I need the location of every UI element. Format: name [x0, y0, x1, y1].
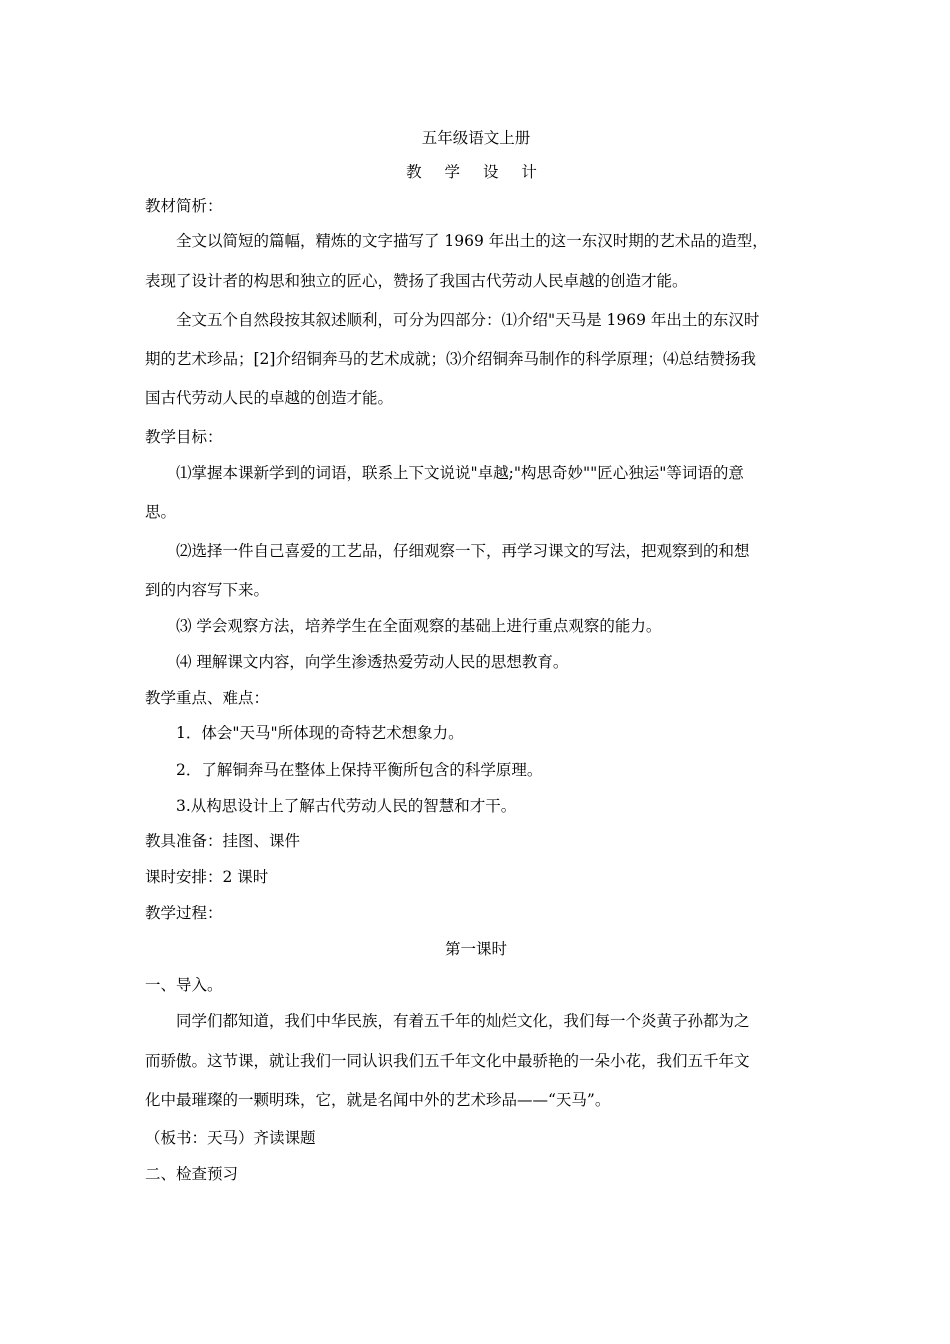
document-title: 五年级语文上册 [421, 129, 531, 147]
key-point-1: 1．体会"天马"所体现的奇特艺术想象力。 [176, 724, 464, 742]
goal-2-line-2: 到的内容写下来。 [145, 581, 270, 599]
teaching-tools: 教具准备：挂图、课件 [145, 832, 301, 850]
step-2-heading: 二、检查预习 [145, 1165, 239, 1183]
step-1-line-3: 化中最璀璨的一颗明珠，它，就是名闻中外的艺术珍品——“天马”。 [145, 1091, 611, 1109]
materials-paragraph-1-line-1: 全文以简短的篇幅，精炼的文字描写了 1969 年出土的这一东汉时期的艺术品的造型， [176, 232, 768, 250]
goal-2-line-1: ⑵选择一件自己喜爱的工艺品，仔细观察一下，再学习课文的写法，把观察到的和想 [176, 542, 750, 560]
step-1-line-2: 而骄傲。这节课，就让我们一同认识我们五千年文化中最骄艳的一朵小花，我们五千年文 [145, 1052, 750, 1070]
lesson-one-title: 第一课时 [444, 940, 507, 958]
goal-4: ⑷ 理解课文内容，向学生渗透热爱劳动人民的思想教育。 [176, 653, 569, 671]
document-subtitle: 教 学 设 计 [406, 163, 546, 181]
step-1-heading: 一、导入。 [145, 976, 223, 994]
class-schedule: 课时安排：2 课时 [145, 868, 269, 886]
goal-1-line-2: 思。 [145, 503, 177, 521]
process-heading: 教学过程： [145, 904, 223, 922]
goal-3: ⑶ 学会观察方法，培养学生在全面观察的基础上进行重点观察的能力。 [176, 617, 662, 635]
materials-paragraph-2-line-2: 期的艺术珍品；[2]介绍铜奔马的艺术成就；⑶介绍铜奔马制作的科学原理；⑷总结赞扬我 [145, 350, 756, 368]
key-point-2: 2．了解铜奔马在整体上保持平衡所包含的科学原理。 [176, 761, 543, 779]
goal-1-line-1: ⑴掌握本课新学到的词语，联系上下文说说"卓越;"构思奇妙""匠心独运"等词语的意 [176, 464, 744, 482]
materials-paragraph-2-line-3: 国古代劳动人民的卓越的创造才能。 [145, 389, 394, 407]
goals-heading: 教学目标： [145, 428, 223, 446]
materials-heading: 教材简析： [145, 197, 223, 215]
step-1-board-note: （板书：天马）齐读课题 [145, 1129, 316, 1147]
step-1-line-1: 同学们都知道，我们中华民族，有着五千年的灿烂文化，我们每一个炎黄子孙都为之 [176, 1012, 750, 1030]
materials-paragraph-2-line-1: 全文五个自然段按其叙述顺利，可分为四部分：⑴介绍"天马是 1969 年出土的东汉时 [176, 311, 760, 329]
key-point-3: 3.从构思设计上了解古代劳动人民的智慧和才干。 [176, 797, 517, 815]
materials-paragraph-1-line-2: 表现了设计者的构思和独立的匠心，赞扬了我国古代劳动人民卓越的创造才能。 [145, 272, 688, 290]
key-points-heading: 教学重点、难点： [145, 689, 270, 707]
